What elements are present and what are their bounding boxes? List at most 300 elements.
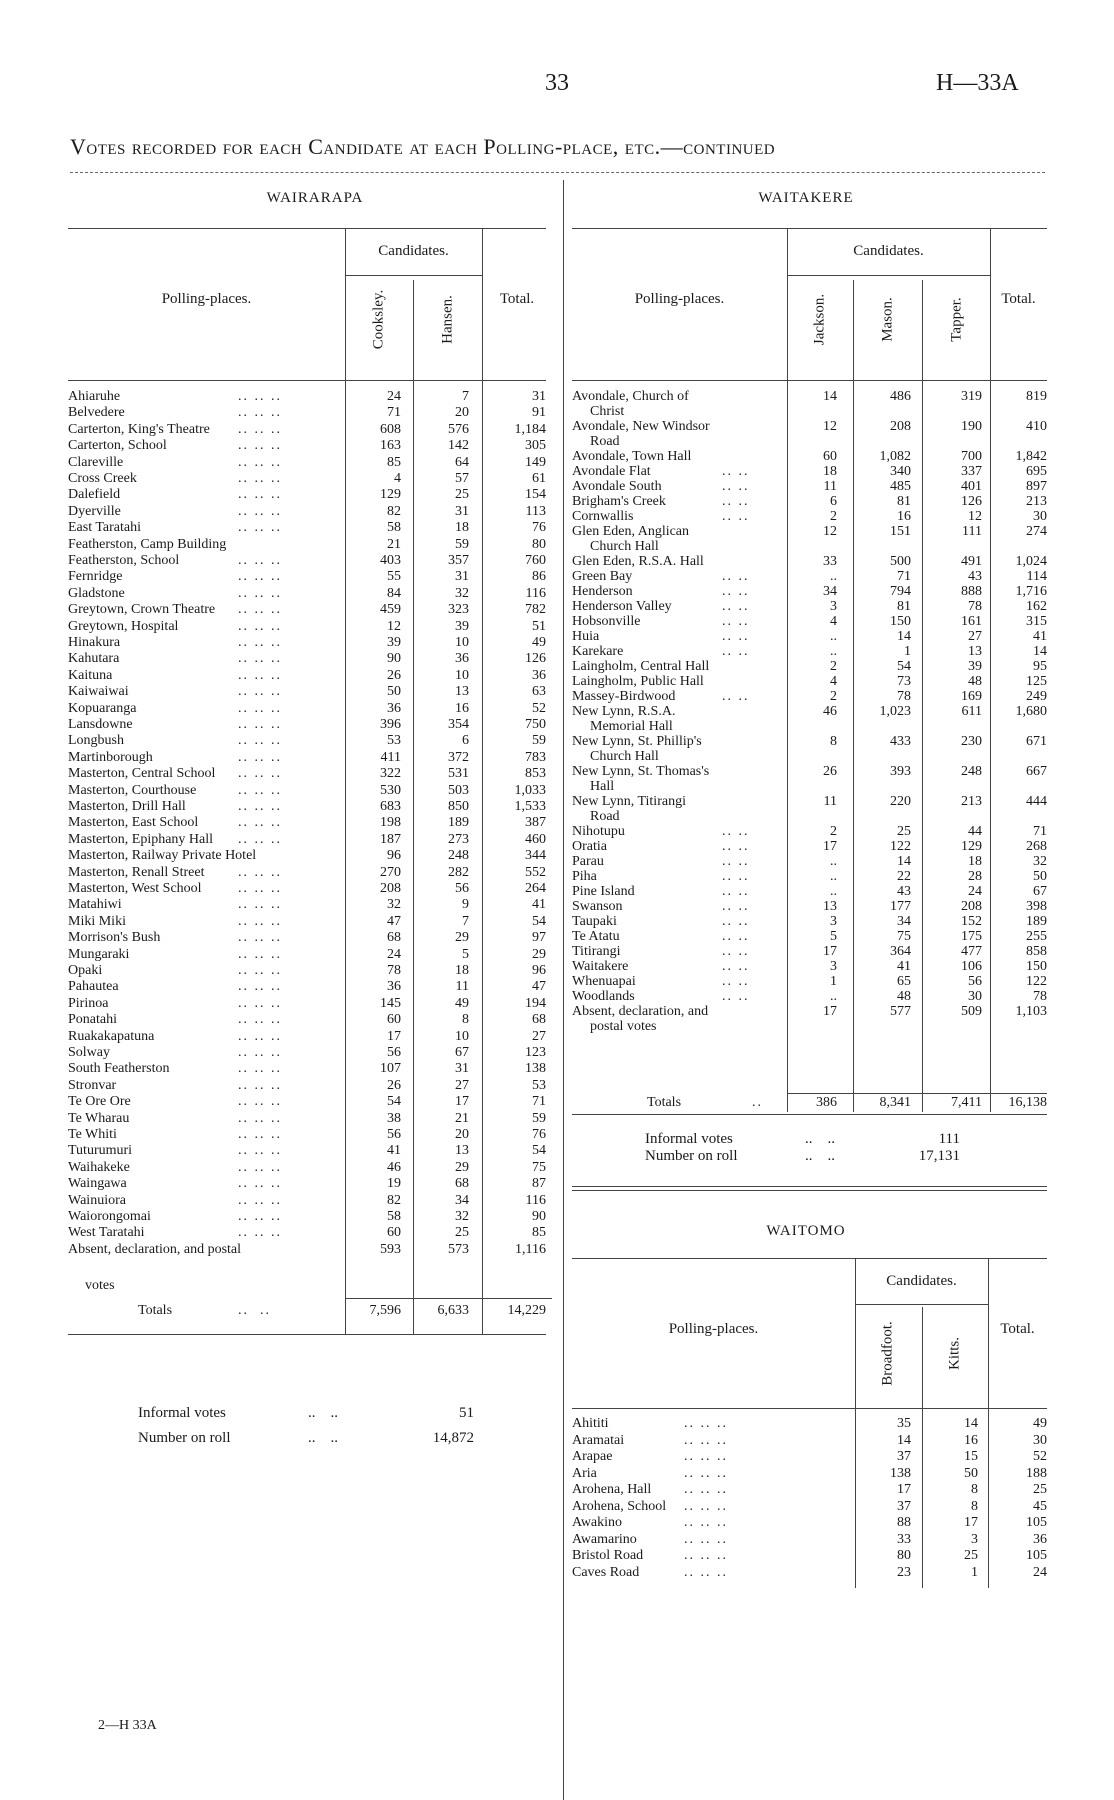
table-row: [572, 495, 1047, 510]
votes-hansen: 31: [455, 503, 469, 519]
page-title-text: Votes recorded for each Candidate at each Polling-place, etc.—continued: [70, 134, 776, 159]
table-row: [572, 930, 1047, 945]
table-row: [572, 1005, 1047, 1035]
row-total: 460: [525, 831, 546, 847]
leader-dots: .. .. ..: [238, 618, 282, 634]
polling-place-name: Miki Miki: [68, 913, 126, 929]
polling-place-name: Clareville: [68, 454, 124, 470]
votes-cooksley: 24: [387, 389, 401, 404]
votes-cooksley: 54: [387, 1094, 401, 1110]
table-row: [68, 1013, 546, 1027]
votes-jackson: 33: [823, 554, 837, 569]
polling-place-name: Te Wharau: [68, 1110, 130, 1126]
table-row: [572, 945, 1047, 960]
waitakere-total-jackson: 386: [816, 1095, 837, 1110]
row-total: 25: [1033, 1482, 1047, 1497]
waitakere-heading: WAITAKERE: [758, 190, 854, 206]
table-row: [68, 1128, 546, 1142]
votes-cooksley: 208: [380, 881, 401, 896]
votes-hansen: 34: [455, 1192, 469, 1208]
table-row: [68, 1030, 546, 1044]
polling-place-name: Ponatahi: [68, 1012, 117, 1028]
votes-jackson: ..: [830, 644, 837, 659]
polling-place-name: Henderson Valley: [572, 599, 672, 614]
leader-dots: .. .. ..: [238, 651, 282, 667]
table-row: [68, 390, 546, 404]
votes-tapper: 611: [961, 704, 982, 719]
table-row: [68, 636, 546, 650]
polling-place-name: Masterton, West School: [68, 881, 202, 896]
votes-tapper: 152: [961, 914, 982, 929]
leader-dots: .. ..: [722, 959, 750, 974]
votes-cooksley: 608: [380, 421, 401, 437]
table-row: [572, 735, 1047, 765]
polling-place-name: Brigham's Creek: [572, 494, 666, 509]
polling-place-name: Pine Island: [572, 884, 635, 899]
table-row: [572, 795, 1047, 825]
leader-dots: .. .. ..: [238, 405, 282, 421]
leader-dots: .. ..: [308, 1430, 338, 1446]
votes-jackson: 13: [823, 899, 837, 914]
votes-hansen: 282: [448, 864, 469, 880]
leader-dots: .. .. ..: [238, 766, 282, 782]
column-divider: [563, 180, 564, 1800]
table-row: [68, 816, 546, 830]
leader-dots: .. .. ..: [238, 749, 282, 765]
table-row: [572, 1434, 1047, 1448]
votes-cooksley: 530: [380, 782, 401, 798]
row-total: 897: [1026, 479, 1047, 494]
votes-mason: 486: [890, 389, 911, 404]
row-total: 52: [1033, 1449, 1047, 1464]
row-total: 410: [1026, 419, 1047, 434]
leader-dots: .. ..: [805, 1148, 835, 1164]
votes-hansen: 10: [455, 1028, 469, 1044]
row-total: 1,033: [514, 782, 546, 798]
votes-hansen: 13: [455, 684, 469, 700]
candidate-kitts: Kitts.: [946, 1337, 963, 1370]
votes-cooksley: 19: [387, 1176, 401, 1192]
row-total: 47: [532, 979, 546, 995]
polling-place-name: Waingawa: [68, 1176, 127, 1192]
votes-cooksley: 56: [387, 1045, 401, 1060]
row-total: 80: [532, 536, 546, 552]
votes-cooksley: 41: [387, 1143, 401, 1159]
row-total: 398: [1026, 899, 1047, 914]
polling-place-name: Masterton, Renall Street: [68, 864, 205, 880]
polling-place-name: New Lynn, R.S.A.: [572, 704, 676, 719]
table-row: [68, 488, 546, 502]
votes-cooksley: 38: [387, 1110, 401, 1126]
votes-cooksley: 129: [380, 487, 401, 503]
votes-cooksley: 198: [380, 815, 401, 831]
votes-hansen: 573: [448, 1241, 469, 1257]
votes-tapper: 401: [961, 479, 982, 494]
row-total: 41: [532, 897, 546, 913]
leader-dots: .. .. ..: [684, 1449, 728, 1464]
votes-kitts: 8: [971, 1498, 978, 1514]
votes-jackson: 26: [823, 764, 837, 779]
table-row: [572, 885, 1047, 900]
votes-hansen: 27: [455, 1077, 469, 1093]
leader-dots: .. .. ..: [238, 438, 282, 454]
votes-jackson: 2: [830, 689, 837, 704]
votes-mason: 54: [897, 659, 911, 674]
polling-place-name: Matahiwi: [68, 897, 122, 913]
polling-place-name: Masterton, Courthouse: [68, 782, 197, 798]
waitakere-end-rule-2: [572, 1190, 1047, 1191]
table-row: [68, 521, 546, 535]
table-row: [68, 915, 546, 929]
row-total: 760: [525, 553, 546, 568]
leader-dots: .. ..: [238, 1303, 271, 1318]
votes-hansen: 372: [448, 749, 469, 765]
row-total: 782: [525, 602, 546, 618]
row-total: 75: [532, 1159, 546, 1175]
leader-dots: .. .. ..: [238, 1176, 282, 1192]
table-row: [572, 525, 1047, 555]
polling-place-name: Memorial Hall: [590, 719, 673, 734]
votes-hansen: 18: [455, 520, 469, 536]
row-total: 51: [532, 618, 546, 634]
votes-hansen: 68: [455, 1176, 469, 1192]
votes-broadfoot: 14: [897, 1432, 911, 1448]
votes-cooksley: 58: [387, 520, 401, 536]
polling-place-name: Gladstone: [68, 585, 125, 601]
wairarapa-roll-label: Number on roll: [138, 1430, 231, 1446]
table-row: [572, 630, 1047, 645]
votes-mason: 81: [897, 494, 911, 509]
waitakere-header-top-rule: [572, 228, 1047, 229]
table-row: [68, 849, 546, 863]
votes-mason: 220: [890, 794, 911, 809]
votes-jackson: ..: [830, 569, 837, 584]
row-total: 32: [1033, 854, 1047, 869]
votes-kitts: 1: [971, 1564, 978, 1580]
wairarapa-header-top-rule: [68, 228, 546, 229]
votes-tapper: 18: [968, 854, 982, 869]
table-row: [572, 705, 1047, 735]
votes-tapper: 208: [961, 899, 982, 914]
candidate-tapper: Tapper.: [948, 297, 965, 342]
votes-tapper: 477: [961, 944, 982, 959]
leader-dots: .. .. ..: [238, 1192, 282, 1208]
row-total: 36: [1033, 1531, 1047, 1547]
votes-hansen: 16: [455, 700, 469, 716]
leader-dots: .. ..: [722, 884, 750, 899]
polling-place-name: Carterton, King's Theatre: [68, 421, 210, 437]
votes-tapper: 169: [961, 689, 982, 704]
leader-dots: .. ..: [722, 839, 750, 854]
leader-dots: .. .. ..: [238, 421, 282, 437]
row-total: 162: [1026, 599, 1047, 614]
votes-mason: 393: [890, 764, 911, 779]
candidate-broadfoot: Broadfoot.: [879, 1321, 896, 1386]
wairarapa-total-heading: Total.: [499, 291, 535, 307]
polling-place-name: Road: [590, 809, 620, 824]
votes-cooksley: 17: [387, 1028, 401, 1044]
polling-place-name: Whenuapai: [572, 974, 636, 989]
votes-cooksley: 24: [387, 946, 401, 962]
votes-hansen: 29: [455, 1159, 469, 1175]
votes-tapper: 13: [968, 644, 982, 659]
table-row: [68, 882, 546, 896]
row-total: 27: [532, 1028, 546, 1044]
row-total: 264: [525, 881, 546, 896]
row-total: 819: [1026, 389, 1047, 404]
polling-place-name: Waitakere: [572, 959, 629, 974]
row-total: 113: [525, 503, 546, 519]
leader-dots: .. .. ..: [238, 1045, 282, 1060]
votes-jackson: ..: [830, 854, 837, 869]
polling-place-name: Woodlands: [572, 989, 635, 1004]
table-row: [572, 840, 1047, 855]
polling-place-name: Pirinoa: [68, 995, 109, 1011]
row-total: 95: [1033, 659, 1047, 674]
table-row: [572, 1483, 1047, 1497]
leader-dots: .. .. ..: [238, 995, 282, 1011]
table-row: [572, 960, 1047, 975]
row-total: 68: [532, 1012, 546, 1028]
votes-jackson: ..: [830, 989, 837, 1004]
table-row: [68, 964, 546, 978]
polling-place-name: Ahiaruhe: [68, 389, 121, 404]
row-total: 116: [525, 585, 546, 601]
row-total: 853: [525, 766, 546, 782]
leader-dots: .. ..: [722, 914, 750, 929]
leader-dots: .. ..: [722, 869, 750, 884]
votes-cooksley: 26: [387, 1077, 401, 1093]
votes-hansen: 248: [448, 848, 469, 864]
row-total: 54: [532, 1143, 546, 1159]
wairarapa-informal-label: Informal votes: [138, 1405, 226, 1421]
votes-hansen: 18: [455, 963, 469, 978]
polling-place-name: Avondale, New Windsor: [572, 419, 710, 434]
votes-cooksley: 593: [380, 1241, 401, 1257]
polling-place-name: Te Ore Ore: [68, 1094, 131, 1110]
leader-dots: .. .. ..: [238, 963, 282, 978]
table-row: [572, 645, 1047, 660]
leader-dots: .. .. ..: [238, 733, 282, 749]
leader-dots: .. .. ..: [238, 913, 282, 929]
polling-place-name: Church Hall: [590, 539, 659, 554]
table-row: [68, 784, 546, 798]
polling-place-name: Christ: [590, 404, 625, 419]
votes-jackson: 17: [823, 1004, 837, 1019]
votes-hansen: 21: [455, 1110, 469, 1126]
votes-mason: 122: [890, 839, 911, 854]
votes-cooksley: 107: [380, 1061, 401, 1077]
votes-mason: 485: [890, 479, 911, 494]
table-row: [572, 1450, 1047, 1464]
votes-hansen: 323: [448, 602, 469, 618]
polling-place-name: Hinakura: [68, 635, 121, 650]
row-total: 122: [1026, 974, 1047, 989]
polling-place-name: Karekare: [572, 644, 624, 659]
polling-place-name: Absent, declaration, and: [572, 1004, 709, 1019]
row-total: 30: [1033, 1432, 1047, 1448]
votes-cooksley: 39: [387, 635, 401, 650]
leader-dots: .. .. ..: [238, 1077, 282, 1093]
row-total: 87: [532, 1176, 546, 1192]
votes-mason: 78: [897, 689, 911, 704]
row-total: 858: [1026, 944, 1047, 959]
row-total: 31: [532, 389, 546, 404]
row-total: 138: [525, 1061, 546, 1077]
leader-dots: .. .. ..: [238, 946, 282, 962]
leader-dots: .. .. ..: [238, 1028, 282, 1044]
waitomo-candidates-rule: [855, 1304, 988, 1305]
votes-mason: 14: [897, 854, 911, 869]
votes-hansen: 273: [448, 831, 469, 847]
votes-hansen: 13: [455, 1143, 469, 1159]
votes-cooksley: 12: [387, 618, 401, 634]
leader-dots: .. .. ..: [238, 602, 282, 618]
table-row: [68, 620, 546, 634]
table-row: [68, 1243, 546, 1257]
wairarapa-candidates-heading: Candidates.: [378, 243, 449, 259]
votes-hansen: 11: [455, 979, 469, 995]
table-row: [68, 554, 546, 568]
votes-jackson: 11: [823, 479, 837, 494]
waitakere-informal-label: Informal votes: [645, 1131, 733, 1147]
row-total: 116: [525, 1192, 546, 1208]
row-total: 59: [532, 733, 546, 749]
table-row: [572, 615, 1047, 630]
votes-broadfoot: 17: [897, 1482, 911, 1497]
table-row: [68, 652, 546, 666]
votes-hansen: 354: [448, 717, 469, 732]
votes-cooksley: 36: [387, 700, 401, 716]
row-total: 24: [1033, 1564, 1047, 1580]
votes-cooksley: 47: [387, 913, 401, 929]
votes-tapper: 175: [961, 929, 982, 944]
votes-mason: 340: [890, 464, 911, 479]
table-row: [572, 480, 1047, 495]
row-total: 67: [1033, 884, 1047, 899]
polling-place-name: Greytown, Hospital: [68, 618, 179, 634]
votes-hansen: 357: [448, 553, 469, 568]
row-total: 1,680: [1015, 704, 1047, 719]
votes-tapper: 190: [961, 419, 982, 434]
votes-cooksley: 683: [380, 799, 401, 814]
votes-cooksley: 396: [380, 717, 401, 732]
table-row: [68, 1079, 546, 1093]
waitakere-total-heading: Total.: [1001, 291, 1036, 307]
candidate-cooksley: Cooksley.: [370, 289, 387, 350]
votes-mason: 16: [897, 509, 911, 524]
votes-hansen: 25: [455, 487, 469, 503]
leader-dots: .. .. ..: [238, 520, 282, 536]
polling-place-name: Awamarino: [572, 1531, 637, 1547]
table-row: [68, 1062, 546, 1076]
waitakere-end-rule: [572, 1186, 1047, 1187]
votes-cooksley: 50: [387, 684, 401, 700]
table-row: [68, 669, 546, 683]
row-total: 96: [532, 963, 546, 978]
table-row: [68, 1194, 546, 1208]
leader-dots: .. ..: [722, 509, 750, 524]
votes-hansen: 32: [455, 585, 469, 601]
polling-place-name: postal votes: [590, 1019, 657, 1034]
votes-hansen: 64: [455, 454, 469, 470]
row-total: 123: [525, 1045, 546, 1060]
polling-place-name: Kaiwaiwai: [68, 684, 129, 700]
votes-jackson: 46: [823, 704, 837, 719]
votes-tapper: 39: [968, 659, 982, 674]
table-row: [572, 465, 1047, 480]
polling-place-name: Piha: [572, 869, 597, 884]
votes-tapper: 27: [968, 629, 982, 644]
votes-broadfoot: 37: [897, 1449, 911, 1464]
leader-dots: .. .. ..: [238, 1012, 282, 1028]
row-total: 1,116: [515, 1241, 546, 1257]
votes-hansen: 6: [462, 733, 469, 749]
votes-tapper: 56: [968, 974, 982, 989]
votes-tapper: 24: [968, 884, 982, 899]
polling-place-name: Waiorongomai: [68, 1209, 151, 1224]
wairarapa-totals-label: Totals: [138, 1303, 173, 1318]
votes-broadfoot: 35: [897, 1416, 911, 1431]
votes-broadfoot: 80: [897, 1548, 911, 1563]
table-row: [572, 585, 1047, 600]
row-total: 61: [532, 471, 546, 486]
table-row: [572, 1533, 1047, 1547]
votes-mason: 1: [904, 644, 911, 659]
votes-hansen: 36: [455, 651, 469, 667]
votes-cooksley: 187: [380, 831, 401, 847]
votes-tapper: 337: [961, 464, 982, 479]
polling-place-name: Caves Road: [572, 1564, 640, 1580]
votes-jackson: 18: [823, 464, 837, 479]
waitakere-total-tapper: 7,411: [951, 1095, 982, 1110]
votes-cooksley: 82: [387, 1192, 401, 1208]
table-row: [68, 702, 546, 716]
leader-dots: .. .. ..: [238, 881, 282, 896]
votes-cooksley: 84: [387, 585, 401, 601]
leader-dots: .. .. ..: [238, 864, 282, 880]
votes-mason: 65: [897, 974, 911, 989]
polling-place-name: Arohena, Hall: [572, 1482, 652, 1497]
leader-dots: .. .. ..: [238, 454, 282, 470]
votes-mason: 71: [897, 569, 911, 584]
polling-place-name: Laingholm, Public Hall: [572, 674, 704, 689]
votes-hansen: 850: [448, 799, 469, 814]
votes-hansen: 31: [455, 1061, 469, 1077]
polling-place-name: East Taratahi: [68, 520, 142, 536]
votes-hansen: 8: [462, 1012, 469, 1028]
leader-dots: .. ..: [722, 629, 750, 644]
votes-cooksley: 55: [387, 569, 401, 585]
candidate-jackson: Jackson.: [811, 293, 828, 346]
polling-place-name: Stronvar: [68, 1077, 117, 1093]
row-total: 54: [532, 913, 546, 929]
row-total: 189: [1026, 914, 1047, 929]
polling-place-name: South Featherston: [68, 1061, 170, 1077]
row-total: 45: [1033, 1498, 1047, 1514]
leader-dots: .. .. ..: [238, 1061, 282, 1077]
row-total: 76: [532, 520, 546, 536]
votes-broadfoot: 23: [897, 1564, 911, 1580]
waitakere-informal-value: 111: [938, 1131, 960, 1147]
footer-code: 2—H 33A: [98, 1718, 157, 1733]
document-code: H—33A: [936, 70, 1019, 96]
wairarapa-informal-value: 51: [459, 1405, 474, 1421]
wairarapa-bottom-rule: [68, 1334, 546, 1335]
votes-kitts: 16: [964, 1432, 978, 1448]
wairarapa-grand-total: 14,229: [507, 1303, 546, 1318]
table-row: [68, 1095, 546, 1109]
